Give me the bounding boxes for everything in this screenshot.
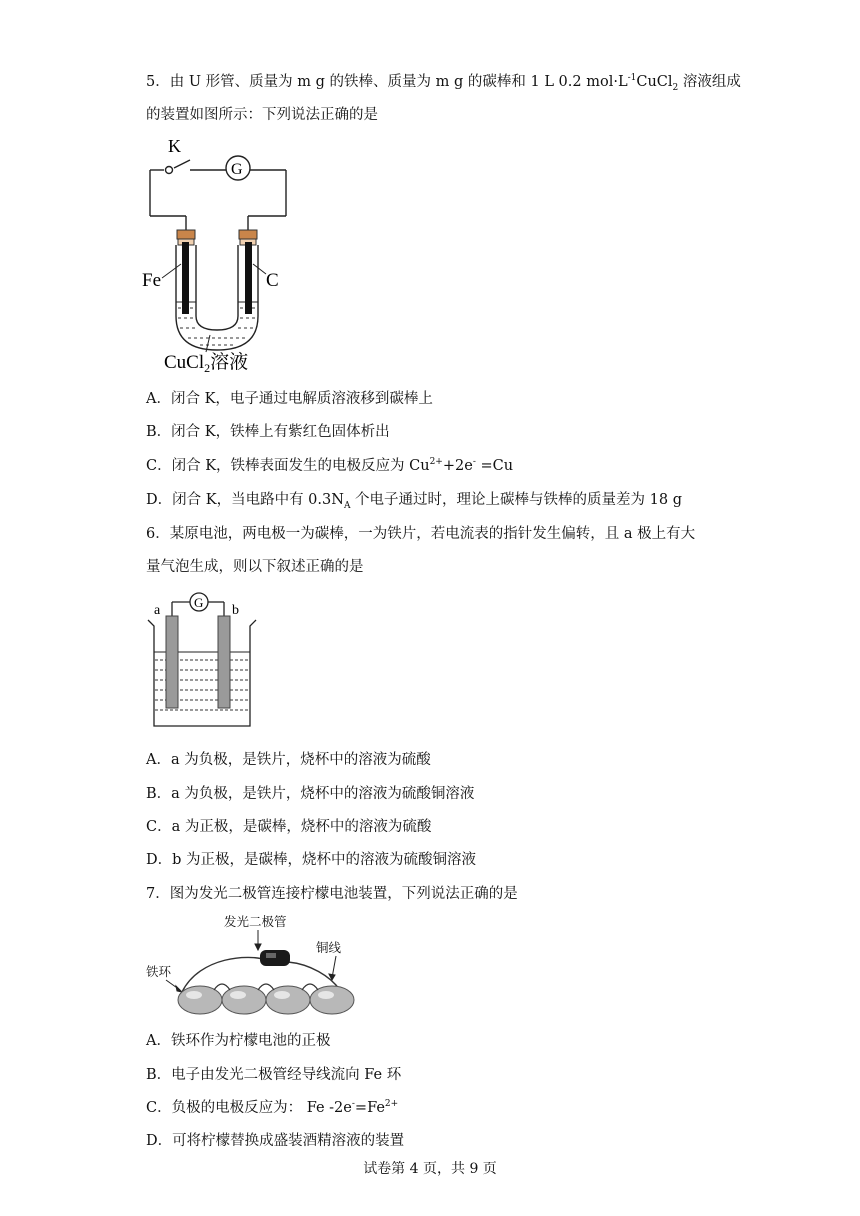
q5-stem-line2: 的装置如图所示：下列说法正确的是: [146, 107, 378, 123]
label-a: a: [154, 603, 161, 618]
label-solution: CuCl$_2$溶液: [164, 351, 249, 374]
q7-stem: 7．图为发光二极管连接柠檬电池装置，下列说法正确的是: [146, 886, 518, 902]
q5-u-tube-figure: [140, 138, 300, 374]
q6-stem-line2: 量气泡生成，则以下叙述正确的是: [146, 559, 364, 575]
label-g: G: [231, 161, 243, 178]
q7-option-b: B．电子由发光二极管经导线流向 Fe 环: [146, 1067, 402, 1083]
label-led: 发光二极管: [224, 915, 287, 929]
label-ring: 铁环: [146, 965, 172, 979]
label-c: C: [266, 270, 279, 291]
q6-option-b: B．a 为负极，是铁片，烧杯中的溶液为硫酸铜溶液: [146, 786, 475, 802]
q5-stem-line1: 5．由 U 形管、质量为 m g 的铁棒、质量为 m g 的碳棒和 1 L 0.2 $mol\cdot L^{-1}CuCl_2$ 溶液组成: [146, 73, 741, 93]
q5-option-b: B．闭合 K，铁棒上有紫红色固体析出: [146, 424, 390, 440]
q5-option-d: D．闭合 K，当电路中有 $0.3N_A$ 个电子通过时，理论上碳棒与铁棒的质量差为 18 g: [146, 492, 682, 511]
q6-option-a: A．a 为负极，是铁片，烧杯中的溶液为硫酸: [146, 752, 431, 768]
q7-lemon-battery-figure: [140, 908, 370, 1020]
q7-option-c: C．负极的电极反应为： Fe $-2e^-=Fe^{2+}$: [146, 1099, 399, 1116]
label-g6: G: [194, 595, 204, 610]
q6-option-d: D．b 为正极，是碳棒，烧杯中的溶液为硫酸铜溶液: [146, 852, 477, 868]
label-b: b: [232, 603, 239, 618]
q5-option-a: A．闭合 K，电子通过电解质溶液移到碳棒上: [146, 391, 433, 407]
page-footer: 试卷第 4 页，共 9 页: [363, 1161, 497, 1177]
q6-option-c: C．a 为正极，是碳棒，烧杯中的溶液为硫酸: [146, 819, 432, 835]
label-fe: Fe: [142, 270, 161, 291]
q6-beaker-figure: [144, 590, 264, 732]
q6-stem-line1: 6．某原电池，两电极一为碳棒，一为铁片，若电流表的指针发生偏转，且 a 极上有大: [146, 526, 696, 542]
q7-option-d: D．可将柠檬替换成盛装酒精溶液的装置: [146, 1133, 405, 1149]
q7-option-a: A．铁环作为柠檬电池的正极: [146, 1033, 331, 1049]
label-wire: 铜线: [316, 941, 342, 955]
label-k: K: [168, 138, 181, 156]
q5-option-c: C．闭合 K，铁棒表面发生的电极反应为 $Cu^{2+}+2e^- =Cu$: [146, 457, 514, 474]
